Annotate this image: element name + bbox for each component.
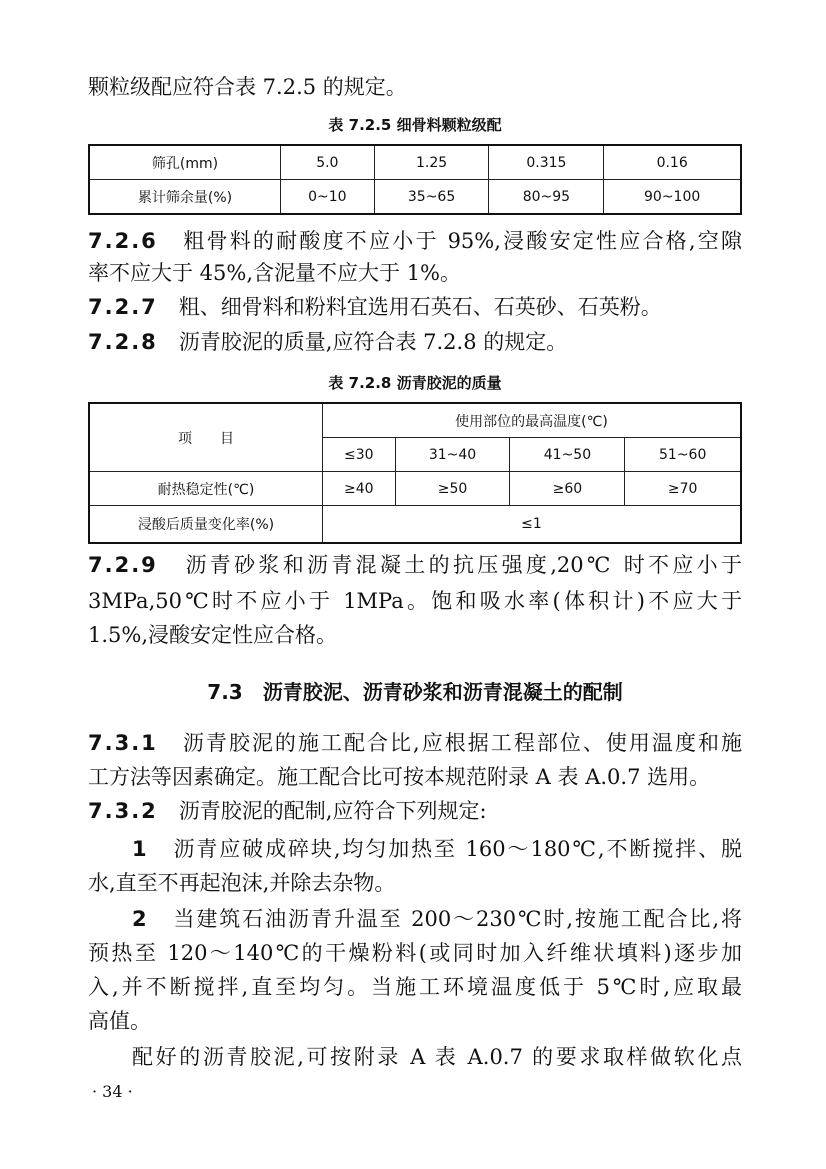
table-cell: 5.0	[281, 145, 375, 180]
table-cell: 0.315	[489, 145, 604, 180]
table-728-caption: 表 7.2.8 沥青胶泥的质量	[328, 374, 502, 392]
table-cell: 35~65	[374, 180, 489, 215]
item-text: 当建筑石油沥青升温至 200～230℃时,按施工配合比,将	[173, 907, 742, 931]
clause-number: 7.2.9	[88, 553, 158, 577]
clause-text: 粗、细骨料和粉料宜选用石英石、石英砂、石英粉。	[178, 295, 662, 319]
table-cell: ≥60	[510, 472, 625, 506]
clause-text: 沥青砂浆和沥青混凝土的抗压强度,20℃ 时不应小于	[185, 553, 743, 577]
table-cell: ≤30	[323, 438, 396, 472]
item-number: 2	[132, 907, 149, 931]
clause-727	[88, 292, 742, 322]
clause-732	[88, 796, 742, 826]
clause-729-line3: 1.5%,浸酸安定性应合格。	[88, 623, 338, 647]
table-cell: 31~40	[395, 438, 510, 472]
table-cell: 41~50	[510, 438, 625, 472]
clause-726-line2: 率不应大于 45%,含泥量不应大于 1%。	[88, 261, 462, 285]
item2-line2: 预热至 120～140℃的干燥粉料(或同时加入纤维状填料)逐步加	[88, 941, 742, 965]
item-text: 沥青应破成碎块,均匀加热至 160～180℃,不断搅拌、脱	[173, 837, 742, 861]
clause-number: 7.2.8	[88, 330, 158, 354]
table-cell: 累计筛余量(%)	[89, 180, 281, 215]
clause-726-line1	[88, 226, 742, 256]
clause-728	[88, 327, 742, 357]
table-row	[89, 145, 741, 180]
last-line: 配好的沥青胶泥,可按附录 A 表 A.0.7 的要求取样做软化点	[132, 1045, 742, 1069]
table-cell: ≥70	[625, 472, 741, 506]
clause-number: 7.3.2	[88, 799, 158, 823]
table-cell: 耐热稳定性(℃)	[89, 472, 323, 506]
table-cell: 0.16	[604, 145, 741, 180]
section-title: 沥青胶泥、沥青砂浆和沥青混凝土的配制	[262, 680, 623, 704]
table-cell: 1.25	[374, 145, 489, 180]
item1-line2: 水,直至不再起泡沫,并除去杂物。	[88, 871, 396, 895]
clause-text: 沥青胶泥的施工配合比,应根据工程部位、使用温度和施	[182, 731, 742, 755]
table-cell: 浸酸后质量变化率(%)	[89, 506, 323, 544]
table-cell: 80~95	[489, 180, 604, 215]
clause-number: 7.2.6	[88, 229, 158, 253]
item2-line3: 入,并不断搅拌,直至均匀。当施工环境温度低于 5℃时,应取最	[88, 975, 742, 999]
clause-text: 粗骨料的耐酸度不应小于 95%,浸酸安定性应合格,空隙	[183, 229, 743, 253]
table-cell: ≥40	[323, 472, 396, 506]
clause-number: 7.2.7	[88, 295, 158, 319]
table-row	[89, 180, 741, 215]
section-heading	[88, 676, 742, 705]
item1-line1	[132, 834, 742, 864]
table-725	[88, 144, 742, 215]
item2-line1	[132, 904, 742, 934]
intro-line: 颗粒级配应符合表 7.2.5 的规定。	[88, 75, 407, 99]
clause-731-line2: 工方法等因素确定。施工配合比可按本规范附录 A 表 A.0.7 选用。	[88, 765, 711, 789]
clause-729-line2: 3MPa,50℃时不应小于 1MPa。饱和吸水率(体积计)不应大于	[88, 589, 742, 613]
clause-731-line1	[88, 728, 742, 758]
table-cell: 90~100	[604, 180, 741, 215]
table-cell: 0~10	[281, 180, 375, 215]
table-725-caption: 表 7.2.5 细骨料颗粒级配	[328, 116, 502, 134]
section-number: 7.3	[207, 680, 243, 704]
item2-line4: 高值。	[88, 1009, 151, 1033]
table-cell: 筛孔(mm)	[89, 145, 281, 180]
clause-text: 沥青胶泥的质量,应符合表 7.2.8 的规定。	[178, 330, 568, 354]
table-cell: 项 目	[89, 403, 323, 472]
table-cell: 51~60	[625, 438, 741, 472]
table-row	[89, 472, 741, 506]
item-number: 1	[132, 837, 149, 861]
page-number: · 34 ·	[92, 1082, 133, 1101]
table-cell: ≤1	[323, 506, 742, 544]
table-cell: 使用部位的最高温度(℃)	[323, 403, 742, 438]
clause-729-line1	[88, 550, 742, 580]
table-cell: ≥50	[395, 472, 510, 506]
table-row	[89, 506, 741, 544]
table-row	[89, 403, 741, 438]
clause-number: 7.3.1	[88, 731, 158, 755]
clause-text: 沥青胶泥的配制,应符合下列规定:	[178, 799, 487, 823]
table-728	[88, 402, 742, 544]
